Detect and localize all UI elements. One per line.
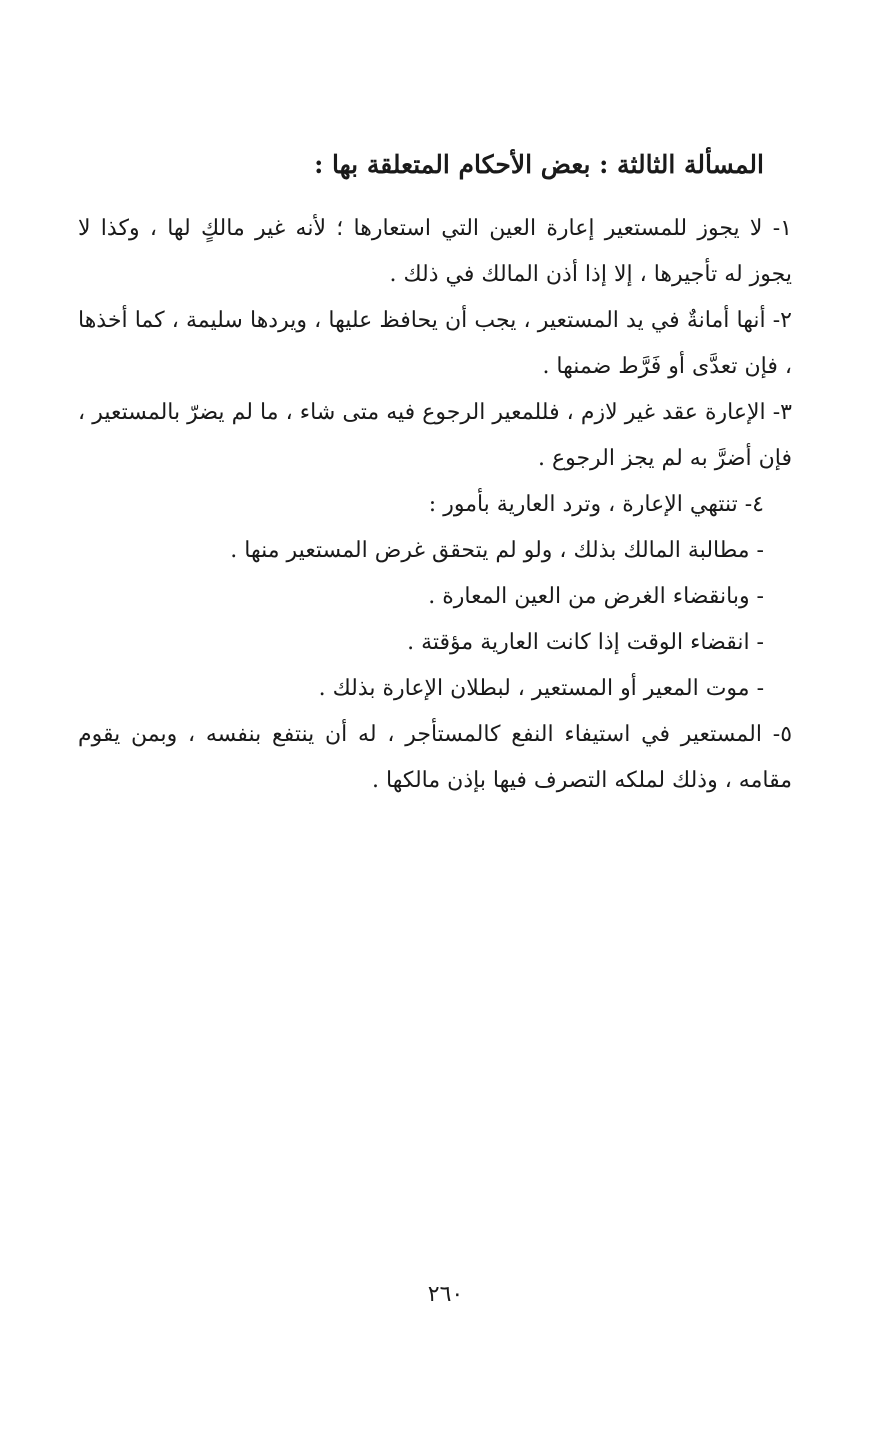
- bullet-item: - انقضاء الوقت إذا كانت العارية مؤقتة .: [407, 630, 764, 655]
- paragraph-4-intro: ٤- تنتهي الإعارة ، وترد العارية بأمور :: [428, 492, 764, 517]
- page-number: ٢٦٠: [427, 1282, 464, 1307]
- bullet-item: - وبانقضاء الغرض من العين المعارة .: [428, 584, 764, 609]
- bullet-item: - موت المعير أو المستعير ، لبطلان الإعارة بذلك .: [318, 676, 764, 701]
- paragraph-5: ٥- المستعير في استيفاء النفع كالمستأجر ، له أن ينتفع بنفسه ، وبمن يقوم مقامه ، وذلك لملكه التصرف فيها بإذن مالكها .: [78, 722, 793, 793]
- document-page: [78, 138, 792, 1298]
- paragraph-2: ٢- أنها أمانةٌ في يد المستعير ، يجب أن يحافظ عليها ، ويردها سليمة ، كما أخذها ، فإن تعدَّى أو فَرَّط ضمنها .: [78, 308, 792, 379]
- bullet-item: - مطالبة المالك بذلك ، ولو لم يتحقق غرض المستعير منها .: [230, 538, 764, 563]
- paragraph-1: ١- لا يجوز للمستعير إعارة العين التي استعارها ؛ لأنه غير مالكٍ لها ، وكذا لا يجوز له تأجيرها ، إلا إذا أذن المالك في ذلك .: [78, 216, 792, 287]
- paragraph-3: ٣- الإعارة عقد غير لازم ، فللمعير الرجوع فيه متى شاء ، ما لم يضرّ بالمستعير ، فإن أضرَّ به لم يجز الرجوع .: [78, 400, 792, 471]
- section-heading: المسألة الثالثة : بعض الأحكام المتعلقة بها :: [314, 150, 764, 179]
